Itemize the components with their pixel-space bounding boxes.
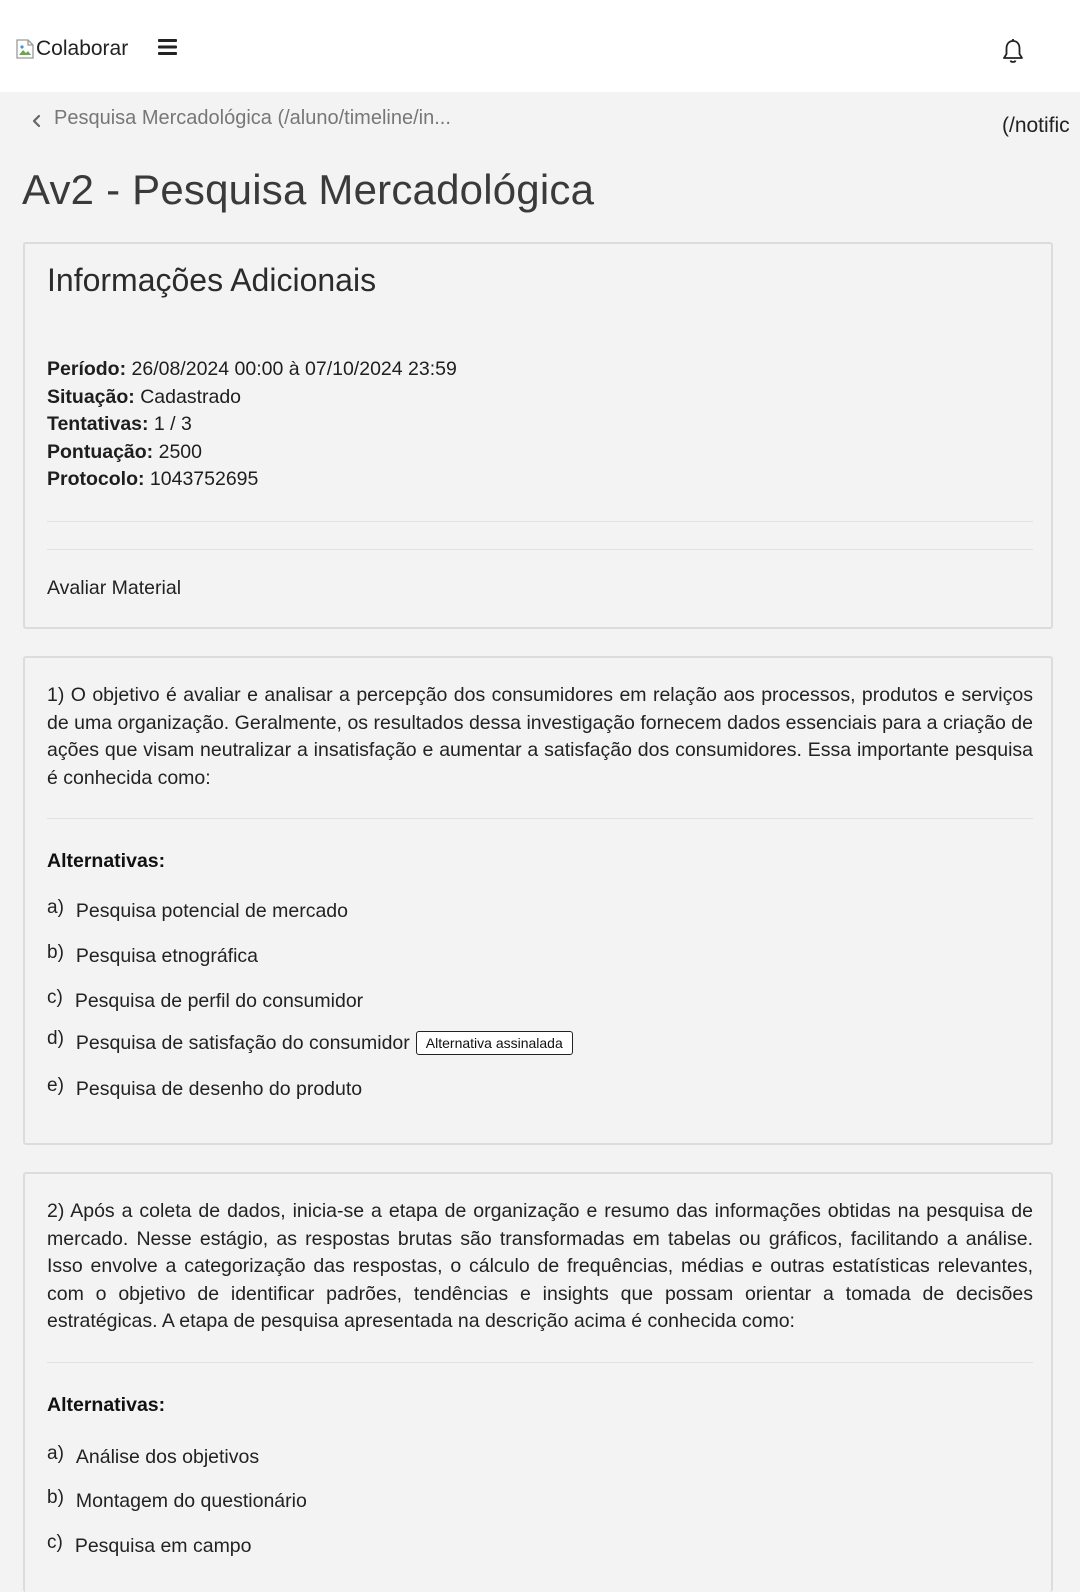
alternative-b[interactable] bbox=[47, 941, 259, 968]
info-situacao-value: Cadastrado bbox=[134, 385, 242, 408]
alternative-text: Análise dos objetivos bbox=[75, 1446, 260, 1468]
divider bbox=[47, 549, 1033, 550]
alternative-letter: a) bbox=[47, 896, 64, 918]
alternative-text: Pesquisa potencial de mercado bbox=[75, 900, 348, 922]
alternative-d[interactable] bbox=[47, 1028, 573, 1055]
alternative-text: Montagem do questionário bbox=[75, 1490, 307, 1512]
info-protocolo-value: 1043752695 bbox=[144, 468, 259, 491]
question-card-1 bbox=[23, 656, 1053, 1145]
info-situacao bbox=[47, 384, 457, 412]
alternative-text: Pesquisa de perfil do consumidor bbox=[74, 990, 364, 1012]
alternative-text: Pesquisa em campo bbox=[74, 1535, 252, 1557]
info-protocolo-label: Protocolo: bbox=[47, 468, 145, 491]
info-periodo-value: 26/08/2024 00:00 à 07/10/2024 23:59 bbox=[126, 358, 457, 380]
chevron-left-icon bbox=[30, 111, 44, 125]
info-tentativas-value: 1 / 3 bbox=[148, 413, 192, 436]
page-title: Av2 - Pesquisa Mercadológica bbox=[22, 166, 595, 213]
info-pontuacao bbox=[47, 439, 457, 467]
top-bar bbox=[0, 0, 1080, 92]
avaliar-material-link[interactable]: Avaliar Material bbox=[47, 577, 182, 599]
question-text: 2) Após a coleta de dados, inicia-se a etapa de organização e resumo das informações obtidas na pesquisa de mercado. Nesse estágio, as respostas brutas são transformadas em tabelas ou gráficos, facilitando a análise. Isso envolve a categorização das respostas, o cálculo de frequências, médias e outras estatísticas relevantes, com o objetivo de identificar padrões, tendências e insights que possam orientar a tomada de decisões estratégicas. A etapa de pesquisa apresentada na descrição acima é conhecida como: bbox=[47, 1200, 1033, 1333]
alternative-c[interactable] bbox=[47, 986, 364, 1013]
alternative-letter: c) bbox=[47, 1531, 63, 1553]
info-situacao-label: Situação: bbox=[47, 385, 135, 408]
alternative-letter: c) bbox=[47, 986, 63, 1008]
alternative-text: Pesquisa etnográfica bbox=[75, 945, 259, 967]
info-protocolo bbox=[47, 466, 457, 494]
info-periodo bbox=[47, 356, 457, 384]
notifications-link[interactable]: (/notific bbox=[1002, 114, 1070, 137]
alternative-letter: b) bbox=[47, 941, 64, 963]
divider bbox=[47, 818, 1033, 819]
divider bbox=[47, 1362, 1033, 1363]
alternative-a[interactable] bbox=[47, 896, 348, 923]
hamburger-menu-icon[interactable] bbox=[157, 36, 179, 58]
logo[interactable] bbox=[16, 34, 128, 64]
selected-alternative-badge: Alternativa assinalada bbox=[416, 1031, 573, 1055]
info-pontuacao-value: 2500 bbox=[153, 440, 202, 463]
alternatives-heading: Alternativas: bbox=[47, 1394, 166, 1416]
alternative-text: Pesquisa de desenho do produto bbox=[75, 1078, 363, 1100]
logo-alt-text: Colaborar bbox=[36, 37, 129, 60]
broken-image-icon bbox=[16, 39, 34, 59]
bell-icon[interactable] bbox=[1000, 38, 1026, 66]
alternatives-heading: Alternativas: bbox=[47, 850, 166, 872]
divider bbox=[47, 521, 1033, 522]
alternative-letter: a) bbox=[47, 1442, 64, 1464]
info-list bbox=[47, 356, 457, 494]
alternative-letter: d) bbox=[47, 1028, 64, 1049]
alternative-a[interactable] bbox=[47, 1442, 260, 1469]
alternative-c[interactable] bbox=[47, 1531, 252, 1558]
info-tentativas-label: Tentativas: bbox=[47, 413, 149, 436]
question-card-2 bbox=[23, 1172, 1053, 1592]
alternative-letter: b) bbox=[47, 1486, 64, 1508]
info-periodo-label: Período: bbox=[47, 358, 127, 380]
info-tentativas bbox=[47, 411, 457, 439]
alternative-text: Pesquisa de satisfação do consumidor bbox=[75, 1031, 410, 1054]
alternative-e[interactable] bbox=[47, 1074, 363, 1101]
info-card bbox=[23, 242, 1053, 629]
breadcrumb-back-link[interactable] bbox=[30, 104, 451, 132]
info-pontuacao-label: Pontuação: bbox=[47, 440, 154, 463]
alternative-letter: e) bbox=[47, 1074, 64, 1096]
alternative-b[interactable] bbox=[47, 1486, 307, 1513]
question-text: 1) O objetivo é avaliar e analisar a percepção dos consumidores em relação aos processos, produtos e serviços de uma organização. Geralmente, os resultados dessa investigação fornecem dados essenciais para a criação de ações que visam neutralizar a insatisfação e aumentar a satisfação dos consumidores. Essa importante pesquisa é conhecida como: bbox=[47, 684, 1033, 789]
breadcrumb-label: Pesquisa Mercadológica (/aluno/timeline/in... bbox=[54, 106, 451, 129]
info-heading: Informações Adicionais bbox=[47, 262, 377, 298]
